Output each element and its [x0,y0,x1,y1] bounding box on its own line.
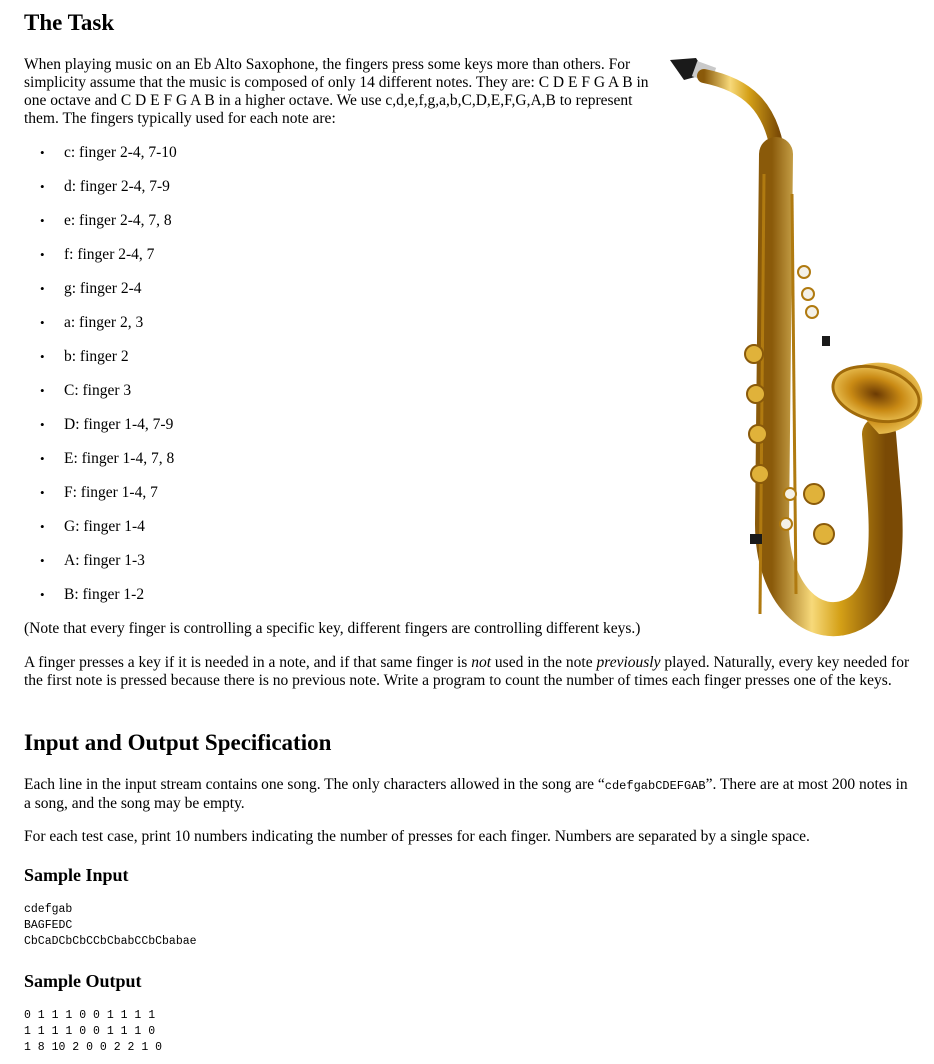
list-item: • a: finger 2, 3 [24,314,624,348]
intro-paragraph: When playing music on an Eb Alto Saxophone, the fingers press some keys more than others. For simplicity assume that the music is composed of only 14 different notes. They are: C D E F G A B in one octave and C D E F G A B in a higher octave. We use c,d,e,f,g,a,b,C,D,E,F,G,A,B to represent them. The fingers typically used for each note are: [24,56,649,127]
sample-input-heading: Sample Input [24,865,129,885]
sample-input-block: cdefgab BAGFEDC CbCaDCbCbCCbCbabCCbCbabae [24,903,197,948]
output-spec-paragraph: For each test case, print 10 numbers indicating the number of presses for each finger. Numbers are separated by a single space. [24,828,810,845]
press-text-3: played. Naturally, every key needed for the first note is pressed because there is no previous note. Write a program to count the number of times each finger presses one of the keys. [24,654,910,689]
key-pad [751,465,769,483]
press-text-1: A finger presses a key if it is needed in a note, and if that same finger is [24,654,472,671]
list-item: • C: finger 3 [24,382,624,416]
list-item: • F: finger 1-4, 7 [24,484,624,518]
press-emphasis-not: not [471,654,492,671]
list-item: • g: finger 2-4 [24,280,624,314]
sample-output-heading: Sample Output [24,971,142,991]
finger-note-paragraph: (Note that every finger is controlling a specific key, different fingers are controlling different keys.) [24,620,641,637]
key-pad [814,524,834,544]
pearl-key [806,306,818,318]
list-item: • E: finger 1-4, 7, 8 [24,450,624,484]
pearl-key [798,266,810,278]
list-item: • B: finger 1-2 [24,586,624,620]
pearl-key [784,488,796,500]
input-spec-text-2: ”. There are at most 200 notes in a song, and the song may be empty. [24,776,908,812]
pearl-key [780,518,792,530]
key-pad [745,345,763,363]
press-emphasis-previously: previously [596,654,661,671]
pearl-key [802,288,814,300]
list-item: • b: finger 2 [24,348,624,382]
key-rod [792,194,796,594]
key-pad [749,425,767,443]
list-item: • d: finger 2-4, 7-9 [24,178,624,212]
allowed-chars-code: cdefgabCDEFGAB [604,779,706,793]
key-pad [804,484,824,504]
note-finger-list [24,144,624,620]
key-pad [747,385,765,403]
list-item: • A: finger 1-3 [24,552,624,586]
list-item: • e: finger 2-4, 7, 8 [24,212,624,246]
task-heading: The Task [24,10,115,35]
dark-key [822,336,830,346]
sample-output-block: 0 1 1 1 0 0 1 1 1 1 1 1 1 1 0 0 1 1 1 0 1 8 10 2 0 0 2 2 1 0 [24,1009,163,1054]
input-spec-text-1: Each line in the input stream contains one song. The only characters allowed in the song are “ [24,776,605,793]
list-item: • c: finger 2-4, 7-10 [24,144,624,178]
dark-key [750,534,762,544]
input-spec-paragraph [24,776,916,813]
press-rule-paragraph [24,654,916,690]
list-item: • D: finger 1-4, 7-9 [24,416,624,450]
list-item: • f: finger 2-4, 7 [24,246,624,280]
io-heading: Input and Output Specification [24,730,332,755]
list-item: • G: finger 1-4 [24,518,624,552]
saxophone-image [664,54,926,644]
press-text-2: used in the note [491,654,597,671]
